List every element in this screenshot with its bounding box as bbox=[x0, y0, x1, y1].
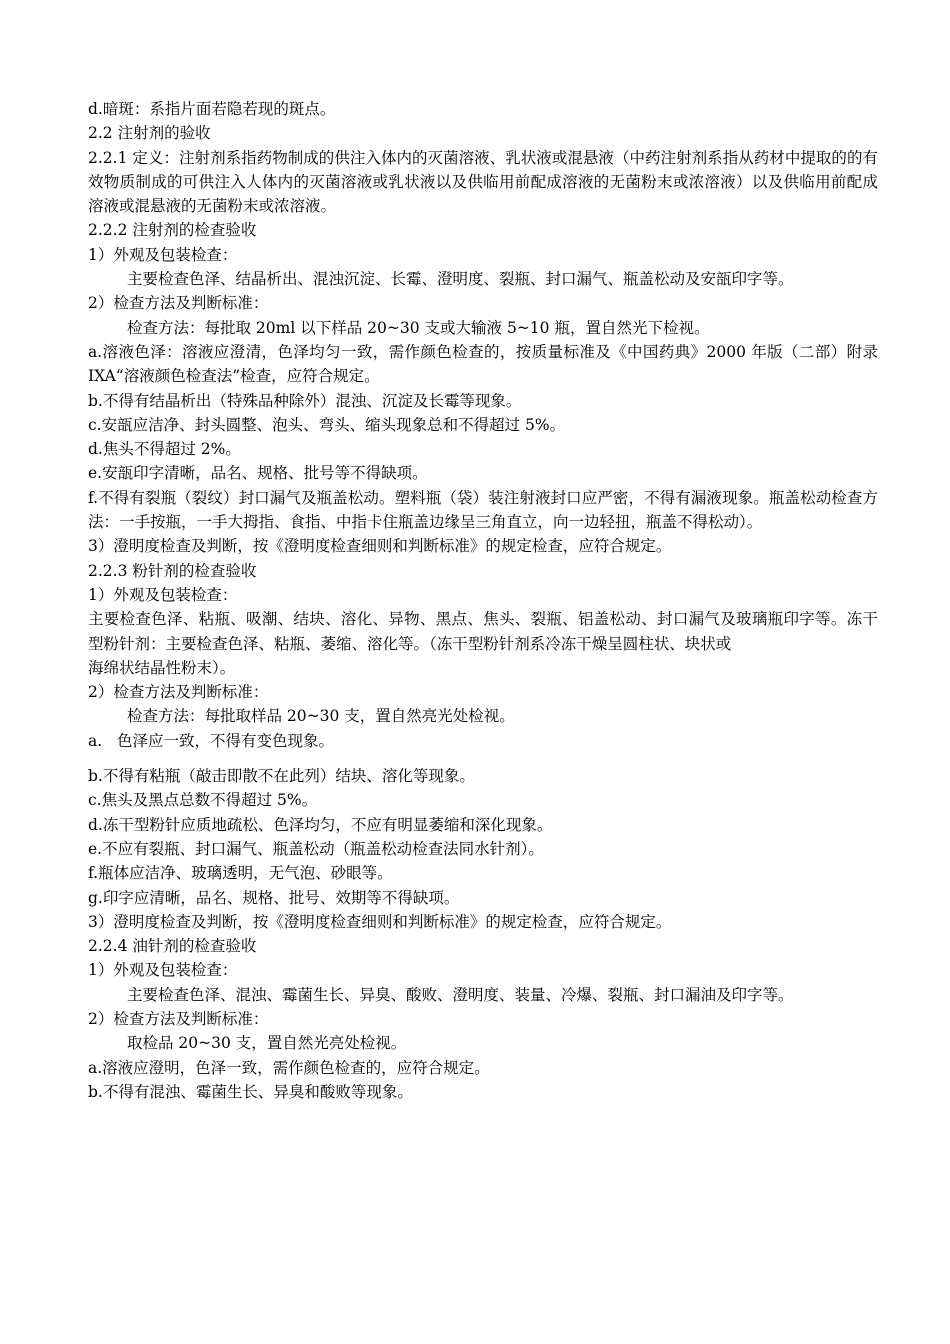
paragraph-appearance-items: 主要检查色泽、结晶析出、混浊沉淀、长霉、澄明度、裂瓶、封口漏气、瓶盖松动及安瓿印字等。 bbox=[127, 270, 794, 289]
paragraph-method: 取检品 20~30 支，置自然光亮处检视。 bbox=[127, 1034, 407, 1053]
heading-injection-acceptance: 2.2 注射剂的验收 bbox=[88, 124, 211, 143]
paragraph-clarity-check: 3）澄明度检查及判断，按《澄明度检查细则和判断标准》的规定检查，应符合规定。 bbox=[88, 912, 672, 931]
heading-injection-inspection: 2.2.2 注射剂的检查验收 bbox=[88, 221, 257, 240]
list-item-b: b.不得有结晶析出（特殊品种除外）混浊、沉淀及长霉等现象。 bbox=[88, 391, 522, 410]
list-item-g: g.印字应清晰，品名、规格、批号、效期等不得缺项。 bbox=[88, 888, 460, 907]
paragraph-powder-appearance-cont: 海绵状结晶性粉末）。 bbox=[88, 658, 236, 677]
list-item-a: a.溶液应澄明，色泽一致，需作颜色检查的，应符合规定。 bbox=[88, 1058, 490, 1077]
subheading-methods: 2）检查方法及判断标准： bbox=[88, 294, 269, 313]
paragraph-definition: 2.2.1 定义：注射剂系指药物制成的供注入体内的灭菌溶液、乳状液或混悬液（中药注射剂系指从药材中提取的的有效物质制成的可供注入人体内的灭菌溶液或乳状液以及供临用前配成溶液的无菌粉末或浓溶液）以及供临用前配成溶液或混悬液的无菌粉末或浓溶液。 bbox=[88, 148, 878, 216]
subheading-appearance: 1）外观及包装检查： bbox=[88, 245, 238, 264]
heading-powder-injection: 2.2.3 粉针剂的检查验收 bbox=[88, 561, 257, 580]
list-item-d: d.冻干型粉针应质地疏松、色泽均匀，不应有明显萎缩和深化现象。 bbox=[88, 815, 553, 834]
subheading-methods: 2）检查方法及判断标准： bbox=[88, 683, 269, 702]
spacer bbox=[88, 753, 878, 764]
paragraph-dark-spot: d.暗斑：系指片面若隐若现的斑点。 bbox=[88, 100, 336, 118]
paragraph-method: 检查方法：每批取样品 20~30 支，置自然亮光处检视。 bbox=[127, 707, 515, 726]
heading-oil-injection: 2.2.4 油针剂的检查验收 bbox=[88, 937, 257, 956]
paragraph-method: 检查方法：每批取 20ml 以下样品 20~30 支或大输液 5~10 瓶，置自然光下检视。 bbox=[127, 318, 710, 337]
subheading-methods: 2）检查方法及判断标准： bbox=[88, 1009, 269, 1028]
document-page bbox=[88, 97, 878, 1104]
list-item-f: f.不得有裂瓶（裂纹）封口漏气及瓶盖松动。塑料瓶（袋）装注射液封口应严密，不得有漏液现象。瓶盖松动检查方法：一手按瓶，一手大拇指、食指、中指卡住瓶盖边缘呈三角直立，向一边轻扭，瓶盖不得松动）。 bbox=[88, 488, 878, 532]
paragraph-clarity-check: 3）澄明度检查及判断，按《澄明度检查细则和判断标准》的规定检查，应符合规定。 bbox=[88, 537, 672, 556]
list-item-d: d.焦头不得超过 2%。 bbox=[88, 440, 241, 459]
list-item-e: e.安瓿印字清晰，品名、规格、批号等不得缺项。 bbox=[88, 464, 428, 483]
subheading-appearance: 1）外观及包装检查： bbox=[88, 585, 238, 604]
list-item-b: b.不得有粘瓶（敲击即散不在此列）结块、溶化等现象。 bbox=[88, 767, 475, 786]
list-item-a: a.溶液色泽：溶液应澄清，色泽均匀一致，需作颜色检查的，按质量标准及《中国药典》2000 年版（二部）附录 IXA“溶液颜色检查法”检查，应符合规定。 bbox=[88, 342, 878, 386]
list-item-a: a. 色泽应一致，不得有变色现象。 bbox=[88, 731, 334, 750]
list-item-c: c.焦头及黑点总数不得超过 5%。 bbox=[88, 791, 318, 810]
list-item-c: c.安瓿应洁净、封头圆整、泡头、弯头、缩头现象总和不得超过 5%。 bbox=[88, 415, 566, 434]
paragraph-oil-appearance: 主要检查色泽、混浊、霉菌生长、异臭、酸败、澄明度、装量、冷爆、裂瓶、封口漏油及印字等。 bbox=[127, 985, 794, 1004]
list-item-f: f.瓶体应洁净、玻璃透明，无气泡、砂眼等。 bbox=[88, 864, 393, 883]
list-item-e: e.不应有裂瓶、封口漏气、瓶盖松动（瓶盖松动检查法同水针剂）。 bbox=[88, 839, 544, 858]
list-item-b: b.不得有混浊、霉菌生长、异臭和酸败等现象。 bbox=[88, 1082, 413, 1101]
subheading-appearance: 1）外观及包装检查： bbox=[88, 961, 238, 980]
paragraph-powder-appearance: 主要检查色泽、粘瓶、吸潮、结块、溶化、异物、黑点、焦头、裂瓶、铝盖松动、封口漏气及玻璃瓶印字等。冻干型粉针剂：主要检查色泽、粘瓶、萎缩、溶化等。（冻干型粉针剂系冷冻干燥呈圆柱状、块状或 bbox=[88, 610, 878, 653]
